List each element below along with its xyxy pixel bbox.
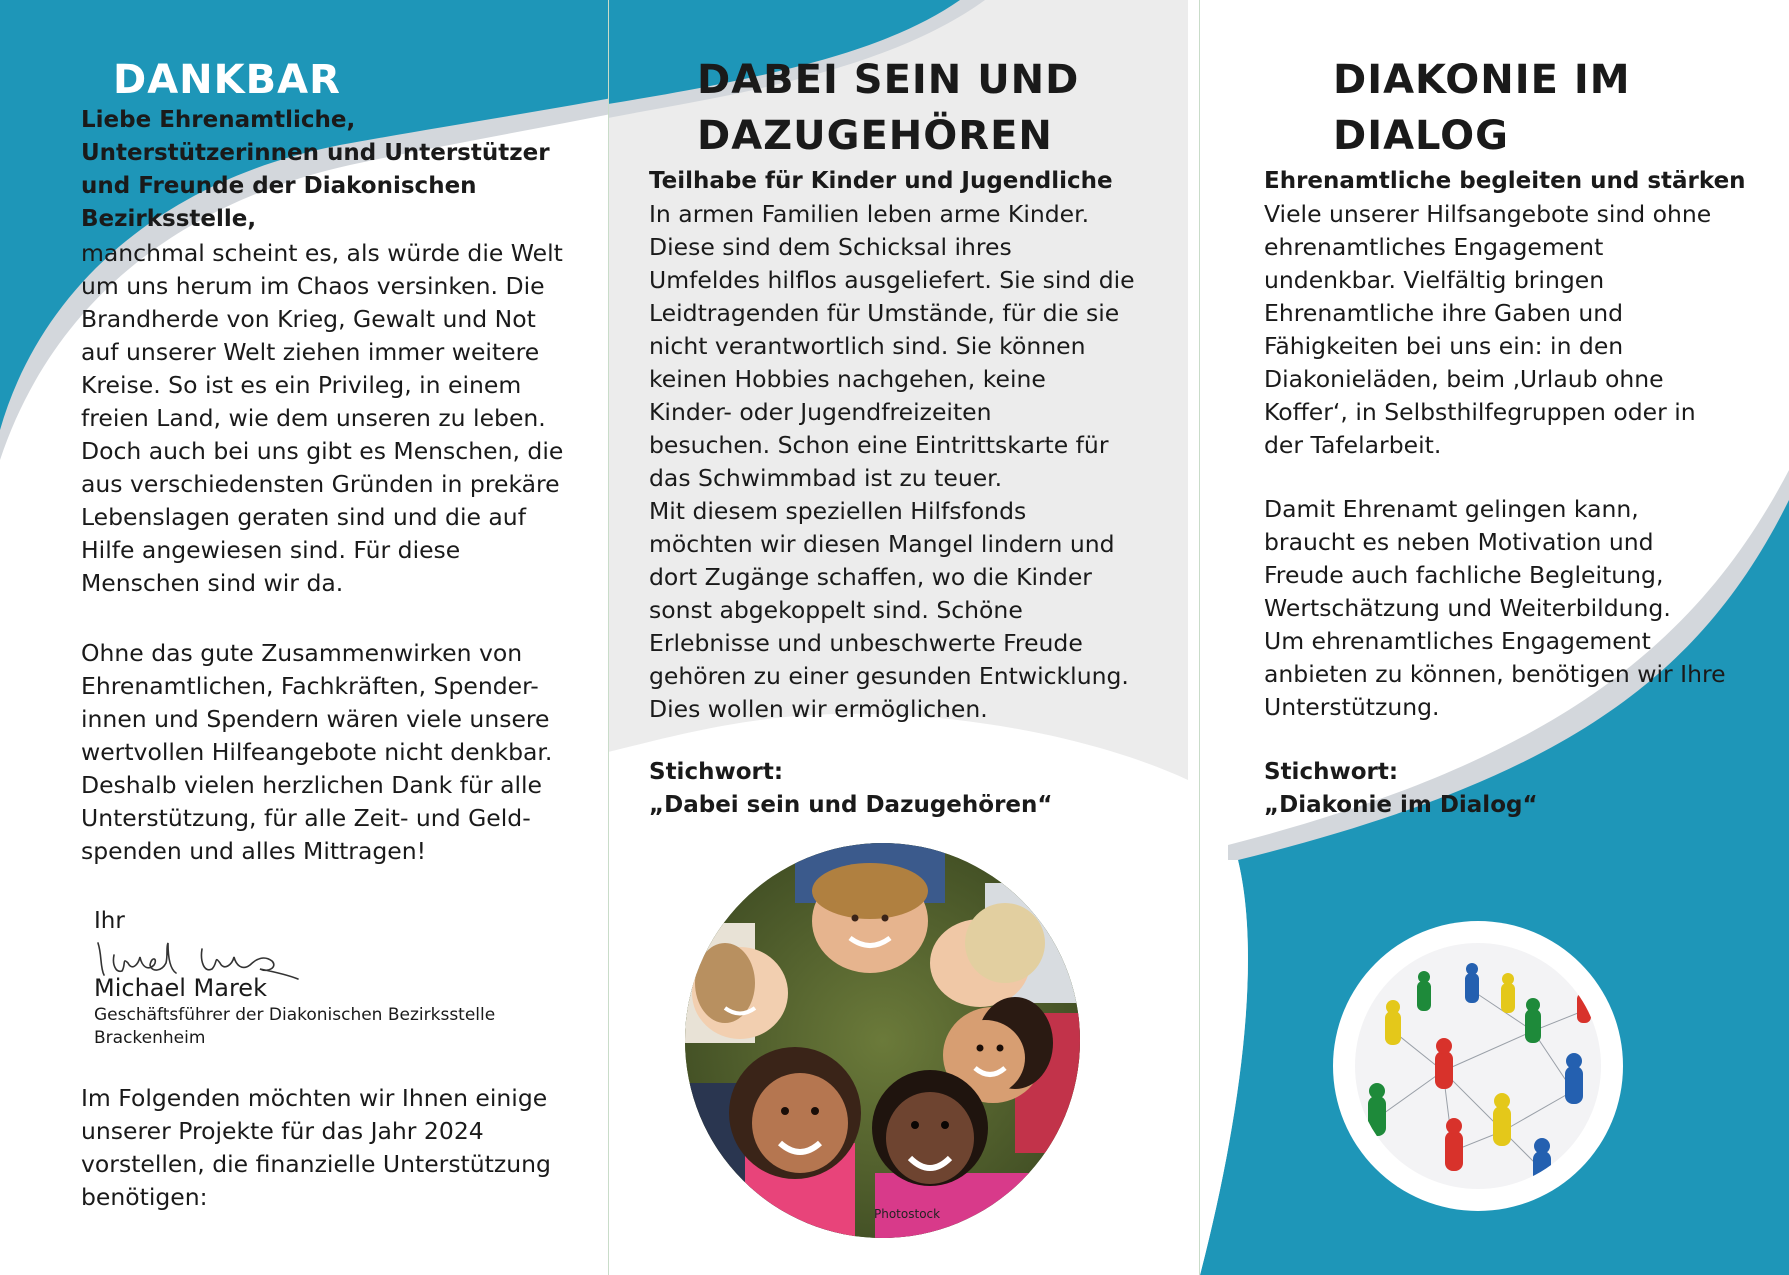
panel3-heading-line2: DIALOG <box>1333 113 1509 159</box>
panel2-keyword-value: „Dabei sein und Dazugehören“ <box>649 792 1053 818</box>
panel3-keyword-value: „Diakonie im Dialog“ <box>1264 792 1538 818</box>
photo-credit: Photostock <box>874 1207 941 1221</box>
panel2-keyword-label: Stichwort: <box>649 759 784 785</box>
panel1-heading: DANKBAR <box>113 57 341 103</box>
signature-role-line1: Geschäftsführer der Diakonischen Bezirksstelle <box>94 1005 496 1025</box>
network-pieces-illustration <box>1333 921 1623 1211</box>
panel3-body-2: Damit Ehrenamt gelingen kann, braucht es neben Motivation und Freude auch fachliche Begleitung, Wertschätzung und Weiterbildung. Um ehrenamtliches Engagement anbieten zu können, benötigen wir Ihre Unterstützung. <box>1264 495 1726 721</box>
children-photo-illustration <box>685 843 1080 1238</box>
panel2-heading-line2: DAZUGEHÖREN <box>697 113 1053 159</box>
panel-dankbar <box>0 0 608 1275</box>
network-photo-ring <box>1333 921 1623 1211</box>
panel3-keyword-label: Stichwort: <box>1264 759 1399 785</box>
children-photo <box>685 843 1080 1238</box>
signature-role-line2: Brackenheim <box>94 1028 206 1048</box>
signature-greeting: Ihr <box>94 908 125 934</box>
panel2-heading-line1: DABEI SEIN UND <box>697 57 1080 103</box>
panel1-paragraph-1: manchmal scheint es, als würde die Welt um uns herum im Chaos versinken. Die Brandherde von Krieg, Gewalt und Not auf unserer Welt ziehen immer weitere Kreise. So ist es ein Privileg, in einem freien Land, wie dem unseren zu leben. Doch auch bei uns gibt es Menschen, die aus verschiedensten Gründen in prekäre Lebenslagen geraten sind und die auf Hilfe angewiesen sind. Für diese Menschen sind wir da. <box>81 239 564 597</box>
panel1-paragraph-2: Ohne das gute Zusammenwirken von Ehrenamtlichen, Fachkräften, Spender- innen und Spendern wären viele unsere wertvollen Hilfeangebote nicht denkbar. Deshalb vielen herzlichen Dank für alle Unterstützung, für alle Zeit- und Geld- spenden und alles Mittragen! <box>81 639 553 865</box>
panel2-body: In armen Familien leben arme Kinder. Diese sind dem Schicksal ihres Umfeldes hilflos ausgeliefert. Sie sind die Leidtragenden für Umstände, für die sie nicht verantwortlich sind. Sie können keinen Hobbies nachgehen, keine Kinder- oder Jugendfreizeiten besuchen. Schon eine Eintrittskarte für das Schwimmbad ist zu teuer. Mit diesem speziellen Hilfsfonds möchten wir diesen Mangel lindern und dort Zugänge schaffen, wo die Kinder sonst abgekoppelt sind. Schöne Erlebnisse und unbeschwerte Freude gehören zu einer gesunden Entwicklung. Dies wollen wir ermöglichen. <box>649 200 1135 723</box>
signature-name: Michael Marek <box>94 974 267 1002</box>
panel3-body-1: Viele unserer Hilfsangebote sind ohne ehrenamtliches Engagement undenkbar. Vielfältig bringen Ehrenamtliche ihre Gaben und Fähigkeiten bei uns ein: in den Diakonieläden, beim ‚Urlaub ohne Koffer‘, in Selbsthilfegruppen oder in der Tafelarbeit. <box>1264 200 1712 459</box>
panel2-lead: Teilhabe für Kinder und Jugendliche <box>649 168 1113 194</box>
panel1-paragraph-3: Im Folgenden möchten wir Ihnen einige unserer Projekte für das Jahr 2024 vorstellen, die finanzielle Unterstützung benötigen: <box>81 1084 551 1211</box>
panel3-heading-line1: DIAKONIE IM <box>1333 57 1631 103</box>
panel1-salutation: Liebe Ehrenamtliche, Unterstützerinnen und Unterstützer und Freunde der Diakonischen Bezirksstelle, <box>81 107 550 232</box>
panel3-lead: Ehrenamtliche begleiten und stärken <box>1264 168 1746 194</box>
